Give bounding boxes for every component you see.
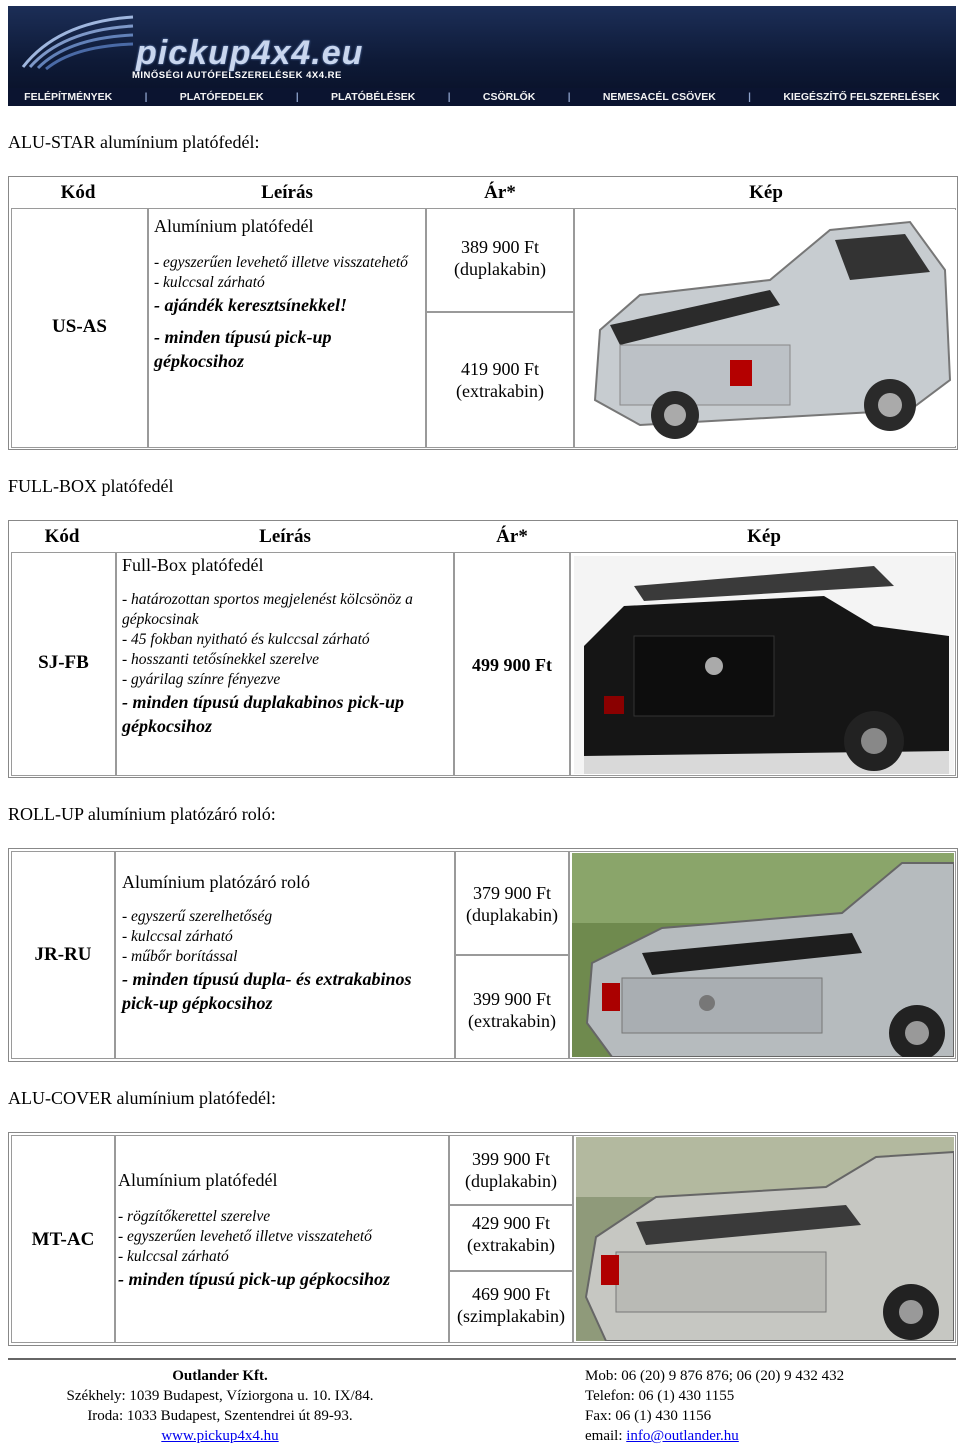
price-value: 499 900 Ft [472, 655, 552, 675]
header-leiras: Leírás [259, 526, 311, 547]
price-block [455, 988, 569, 1032]
header-kep: Kép [747, 526, 781, 547]
description-highlight: - minden típusú pick-up gépkocsihoz [118, 1269, 391, 1289]
section-title-alustar: ALU-STAR alumínium platófedél: [8, 132, 260, 152]
price-value: 399 900 Ft [472, 989, 551, 1009]
description-line: - 45 fokban nyitható és kulccsal zárható [122, 631, 370, 648]
header-ar: Ár* [484, 182, 516, 203]
product-code: SJ-FB [38, 652, 89, 673]
nav-item-nemesacel-csovek[interactable]: NEMESACÉL CSÖVEK [602, 91, 716, 103]
description-highlight: - minden típusú dupla- és extrakabinos pick-up gépkocsihoz [122, 969, 412, 1013]
product-code: JR-RU [34, 944, 92, 965]
description-line: - rögzítőkerettel szerelve [118, 1208, 271, 1225]
nav-item-csorlok[interactable]: CSÖRLŐK [482, 91, 536, 103]
price-value: 429 900 Ft [471, 1213, 550, 1233]
logo-wing-icon [18, 12, 138, 72]
description-title: Alumínium platófedél [154, 216, 314, 236]
price-block [426, 358, 574, 402]
footer-left [40, 1366, 400, 1446]
price-value: 389 900 Ft [460, 237, 539, 257]
description-line: - egyszerű szerelhetőség [122, 908, 273, 925]
header-banner [8, 6, 956, 106]
price-value: 469 900 Ft [471, 1284, 550, 1304]
truck-image [580, 210, 956, 446]
header-kep: Kép [749, 182, 783, 203]
nav-separator: | [447, 91, 451, 103]
price-block [455, 882, 569, 926]
price-block [426, 236, 574, 280]
description-title: Alumínium platózáró roló [122, 872, 310, 892]
nav-item-platobelesek[interactable]: PLATÓBÉLÉSEK [331, 91, 416, 103]
price-value: 399 900 Ft [471, 1149, 550, 1169]
section-title-fullbox: FULL-BOX platófedél [8, 476, 174, 496]
description-title: Full-Box platófedél [122, 555, 264, 575]
header-kod: Kód [44, 526, 80, 547]
section-title-alucover: ALU-COVER alumínium platófedél: [8, 1088, 276, 1108]
product-code: MT-AC [31, 1229, 95, 1250]
nav-item-kiegeszito[interactable]: KIEGÉSZÍTŐ FELSZERELÉSEK [783, 91, 940, 103]
price-variant: (duplakabin) [465, 1171, 557, 1191]
footer-mobile: Mob: 06 (20) 9 876 876; 06 (20) 9 432 432 [585, 1368, 845, 1384]
description-line: - kulccsal zárható [118, 1248, 229, 1265]
description-line: - egyszerűen levehető illetve visszatehető [118, 1228, 372, 1245]
description-highlight: - minden típusú duplakabinos pick-up gépkocsihoz [122, 692, 405, 736]
header-leiras: Leírás [261, 182, 313, 203]
nav-item-platofedelek[interactable]: PLATÓFEDELEK [179, 91, 264, 103]
price-block [449, 1148, 573, 1192]
description-highlight: - ajándék keresztsínekkel! [154, 295, 347, 315]
price-block [449, 1283, 573, 1327]
description-line: - hosszanti tetősínekkel szerelve [122, 651, 319, 668]
price-value: 379 900 Ft [472, 883, 551, 903]
footer-email-link[interactable]: info@outlander.hu [626, 1428, 739, 1444]
description-line: - műbőr borítással [122, 948, 238, 965]
price-variant: (duplakabin) [454, 259, 546, 279]
description-title: Alumínium platófedél [118, 1170, 278, 1190]
description-line: - kulccsal zárható [122, 928, 233, 945]
footer-email-label: email: [585, 1428, 627, 1444]
product-description [122, 872, 452, 1015]
logo-tagline: MINŐSÉGI AUTÓFELSZERELÉSEK 4X4.RE [132, 70, 342, 81]
footer-company: Outlander Kft. [172, 1368, 268, 1384]
footer-phone: Telefon: 06 (1) 430 1155 [585, 1388, 735, 1404]
description-line: - kulccsal zárható [154, 274, 265, 291]
price-value: 419 900 Ft [460, 359, 539, 379]
price-block [449, 1212, 573, 1256]
footer-fax: Fax: 06 (1) 430 1156 [585, 1408, 712, 1424]
header-ar: Ár* [496, 526, 528, 547]
truck-image [574, 556, 954, 774]
product-description [154, 216, 422, 373]
nav-separator: | [295, 91, 299, 103]
footer-hq: Székhely: 1039 Budapest, Víziorgona u. 10. IX/84. [66, 1388, 374, 1404]
product-code: US-AS [52, 316, 107, 337]
nav-separator: | [567, 91, 571, 103]
nav-separator: | [144, 91, 148, 103]
price-variant: (extrakabin) [456, 381, 544, 401]
product-description [118, 1170, 450, 1291]
footer-website-link[interactable]: www.pickup4x4.hu [161, 1428, 279, 1444]
header-kod: Kód [60, 182, 96, 203]
footer-email [585, 1426, 955, 1446]
top-nav [8, 88, 956, 106]
truck-image [576, 1137, 954, 1341]
footer-office: Iroda: 1033 Budapest, Szentendrei út 89-93. [87, 1408, 353, 1424]
description-line: - egyszerűen levehető illetve visszatehető [154, 254, 408, 271]
truck-image [572, 853, 954, 1057]
price-variant: (extrakabin) [468, 1011, 556, 1031]
nav-item-felepitmenyek[interactable]: FELÉPÍTMÉNYEK [24, 91, 113, 103]
price-variant: (szimplakabin) [457, 1306, 565, 1326]
description-line: - határozottan sportos megjelenést kölcsönöz a gépkocsinak [122, 591, 413, 628]
footer-right [585, 1366, 955, 1446]
footer-divider [8, 1358, 956, 1360]
price-variant: (duplakabin) [466, 905, 558, 925]
nav-separator: | [748, 91, 751, 103]
description-highlight: - minden típusú pick-up gépkocsihoz [154, 327, 332, 371]
price-variant: (extrakabin) [467, 1235, 555, 1255]
description-line: - gyárilag színre fényezve [122, 671, 281, 688]
section-title-rollup: ROLL-UP alumínium platózáró roló: [8, 804, 276, 824]
logo[interactable]: pickup4x4.eu [136, 34, 364, 72]
product-description [122, 555, 450, 738]
